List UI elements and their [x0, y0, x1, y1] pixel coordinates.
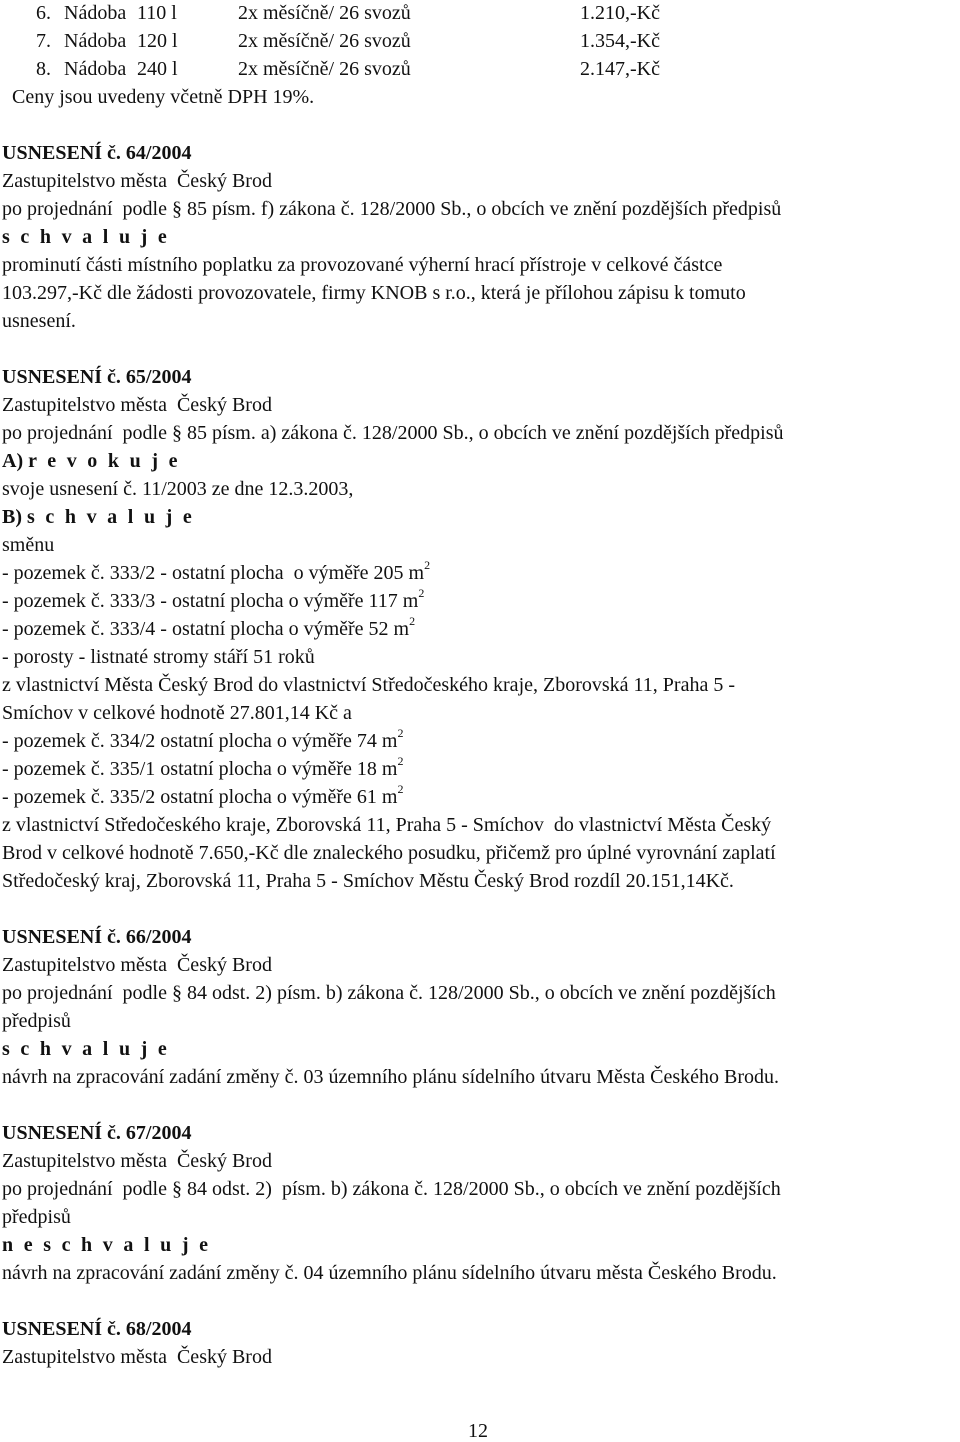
- superscript: 2: [397, 726, 404, 741]
- legal-basis: po projednání podle § 84 odst. 2) písm. b) zákona č. 128/2000 Sb., o obcích ve znění pozdějších: [2, 982, 776, 1004]
- point-prefix: A): [2, 450, 24, 472]
- resolution-text: Brod v celkové hodnotě 7.650,-Kč dle znaleckého posudku, přičemž pro úplné vyrovnání zaplatí: [2, 842, 776, 864]
- parcel-text: - pozemek č. 333/3 - ostatní plocha o výměře 117 m: [2, 590, 419, 612]
- price-row: [0, 58, 960, 80]
- parcel-item: [2, 586, 425, 612]
- resolution-text: z vlastnictví Města Český Brod do vlastnictví Středočeského kraje, Zborovská 11, Praha 5 -: [2, 674, 735, 696]
- point-prefix: B): [2, 506, 22, 528]
- legal-basis: předpisů: [2, 1206, 71, 1228]
- superscript: 2: [409, 614, 416, 629]
- parcel-item: [2, 614, 416, 640]
- parcel-text: - pozemek č. 335/1 ostatní plocha o výměře 18 m: [2, 758, 398, 780]
- resolution-text: z vlastnictví Středočeského kraje, Zborovská 11, Praha 5 - Smíchov do vlastnictví Města Český: [2, 814, 772, 836]
- parcel-item: [2, 782, 404, 808]
- council-name: Zastupitelstvo města Český Brod: [2, 1150, 272, 1172]
- resolution-verb-approve: [2, 506, 195, 528]
- resolution-text: Smíchov v celkové hodnotě 27.801,14 Kč a: [2, 702, 352, 724]
- council-name: Zastupitelstvo města Český Brod: [2, 954, 272, 976]
- container-label: Nádoba: [64, 2, 127, 24]
- parcel-text: - pozemek č. 333/2 - ostatní plocha o výměře 205 m: [2, 562, 425, 584]
- price-row: [0, 2, 960, 24]
- container-label: Nádoba: [64, 58, 127, 80]
- resolution-heading: USNESENÍ č. 65/2004: [2, 366, 192, 388]
- pickup-frequency: 2x měsíčně/ 26 svozů: [238, 2, 411, 24]
- row-number: 7.: [36, 30, 51, 52]
- council-name: Zastupitelstvo města Český Brod: [2, 394, 272, 416]
- resolution-text: Středočeský kraj, Zborovská 11, Praha 5 - Smíchov Městu Český Brod rozdíl 20.151,14Kč.: [2, 870, 734, 892]
- exchange-label: směnu: [2, 534, 55, 556]
- resolution-verb: n e s c h v a l u j e: [2, 1234, 211, 1256]
- verb-text: s c h v a l u j e: [27, 506, 195, 528]
- resolution-heading: USNESENÍ č. 64/2004: [2, 142, 192, 164]
- resolution-text: usnesení.: [2, 310, 76, 332]
- price-value: 1.354,-Kč: [580, 30, 660, 52]
- resolution-heading: USNESENÍ č. 67/2004: [2, 1122, 192, 1144]
- resolution-heading: USNESENÍ č. 66/2004: [2, 926, 192, 948]
- container-volume: 240 l: [137, 58, 178, 80]
- parcel-text: - pozemek č. 334/2 ostatní plocha o výměře 74 m: [2, 730, 398, 752]
- parcel-item: [2, 558, 431, 584]
- pickup-frequency: 2x měsíčně/ 26 svozů: [238, 58, 411, 80]
- superscript: 2: [424, 558, 431, 573]
- legal-basis: po projednání podle § 84 odst. 2) písm. b) zákona č. 128/2000 Sb., o obcích ve znění pozdějších: [2, 1178, 781, 1200]
- parcel-item: [2, 726, 404, 752]
- container-volume: 110 l: [137, 2, 177, 24]
- verb-text: r e v o k u j e: [28, 450, 181, 472]
- legal-basis: po projednání podle § 85 písm. a) zákona č. 128/2000 Sb., o obcích ve znění pozdějších předpisů: [2, 422, 784, 444]
- resolution-text: návrh na zpracování zadání změny č. 04 územního plánu sídelního útvaru města Českého Brodu.: [2, 1262, 777, 1284]
- row-number: 6.: [36, 2, 51, 24]
- parcel-text: - pozemek č. 335/2 ostatní plocha o výměře 61 m: [2, 786, 398, 808]
- price-value: 1.210,-Kč: [580, 2, 660, 24]
- resolution-text: 103.297,-Kč dle žádosti provozovatele, firmy KNOB s r.o., která je přílohou zápisu k tomuto: [2, 282, 746, 304]
- council-name: Zastupitelstvo města Český Brod: [2, 1346, 272, 1368]
- resolution-verb: s c h v a l u j e: [2, 1038, 170, 1060]
- trees-item: - porosty - listnaté stromy stáří 51 roků: [2, 646, 315, 668]
- container-label: Nádoba: [64, 30, 127, 52]
- parcel-text: - pozemek č. 333/4 - ostatní plocha o výměře 52 m: [2, 618, 410, 640]
- row-number: 8.: [36, 58, 51, 80]
- superscript: 2: [397, 782, 404, 797]
- price-value: 2.147,-Kč: [580, 58, 660, 80]
- council-name: Zastupitelstvo města Český Brod: [2, 170, 272, 192]
- resolution-verb: s c h v a l u j e: [2, 226, 170, 248]
- price-note: Ceny jsou uvedeny včetně DPH 19%.: [12, 86, 315, 108]
- page-number: 12: [468, 1420, 488, 1442]
- resolution-text: svoje usnesení č. 11/2003 ze dne 12.3.2003,: [2, 478, 354, 500]
- superscript: 2: [397, 754, 404, 769]
- legal-basis: po projednání podle § 85 písm. f) zákona č. 128/2000 Sb., o obcích ve znění pozdějších předpisů: [2, 198, 782, 220]
- resolution-text: návrh na zpracování zadání změny č. 03 územního plánu sídelního útvaru Města Českého Brodu.: [2, 1066, 779, 1088]
- resolution-text: prominutí části místního poplatku za provozované výherní hrací přístroje v celkové částce: [2, 254, 723, 276]
- superscript: 2: [418, 586, 425, 601]
- parcel-item: [2, 754, 404, 780]
- container-volume: 120 l: [137, 30, 178, 52]
- legal-basis: předpisů: [2, 1010, 71, 1032]
- resolution-heading: USNESENÍ č. 68/2004: [2, 1318, 192, 1340]
- pickup-frequency: 2x měsíčně/ 26 svozů: [238, 30, 411, 52]
- price-row: [0, 30, 960, 52]
- resolution-verb-revoke: [2, 450, 180, 472]
